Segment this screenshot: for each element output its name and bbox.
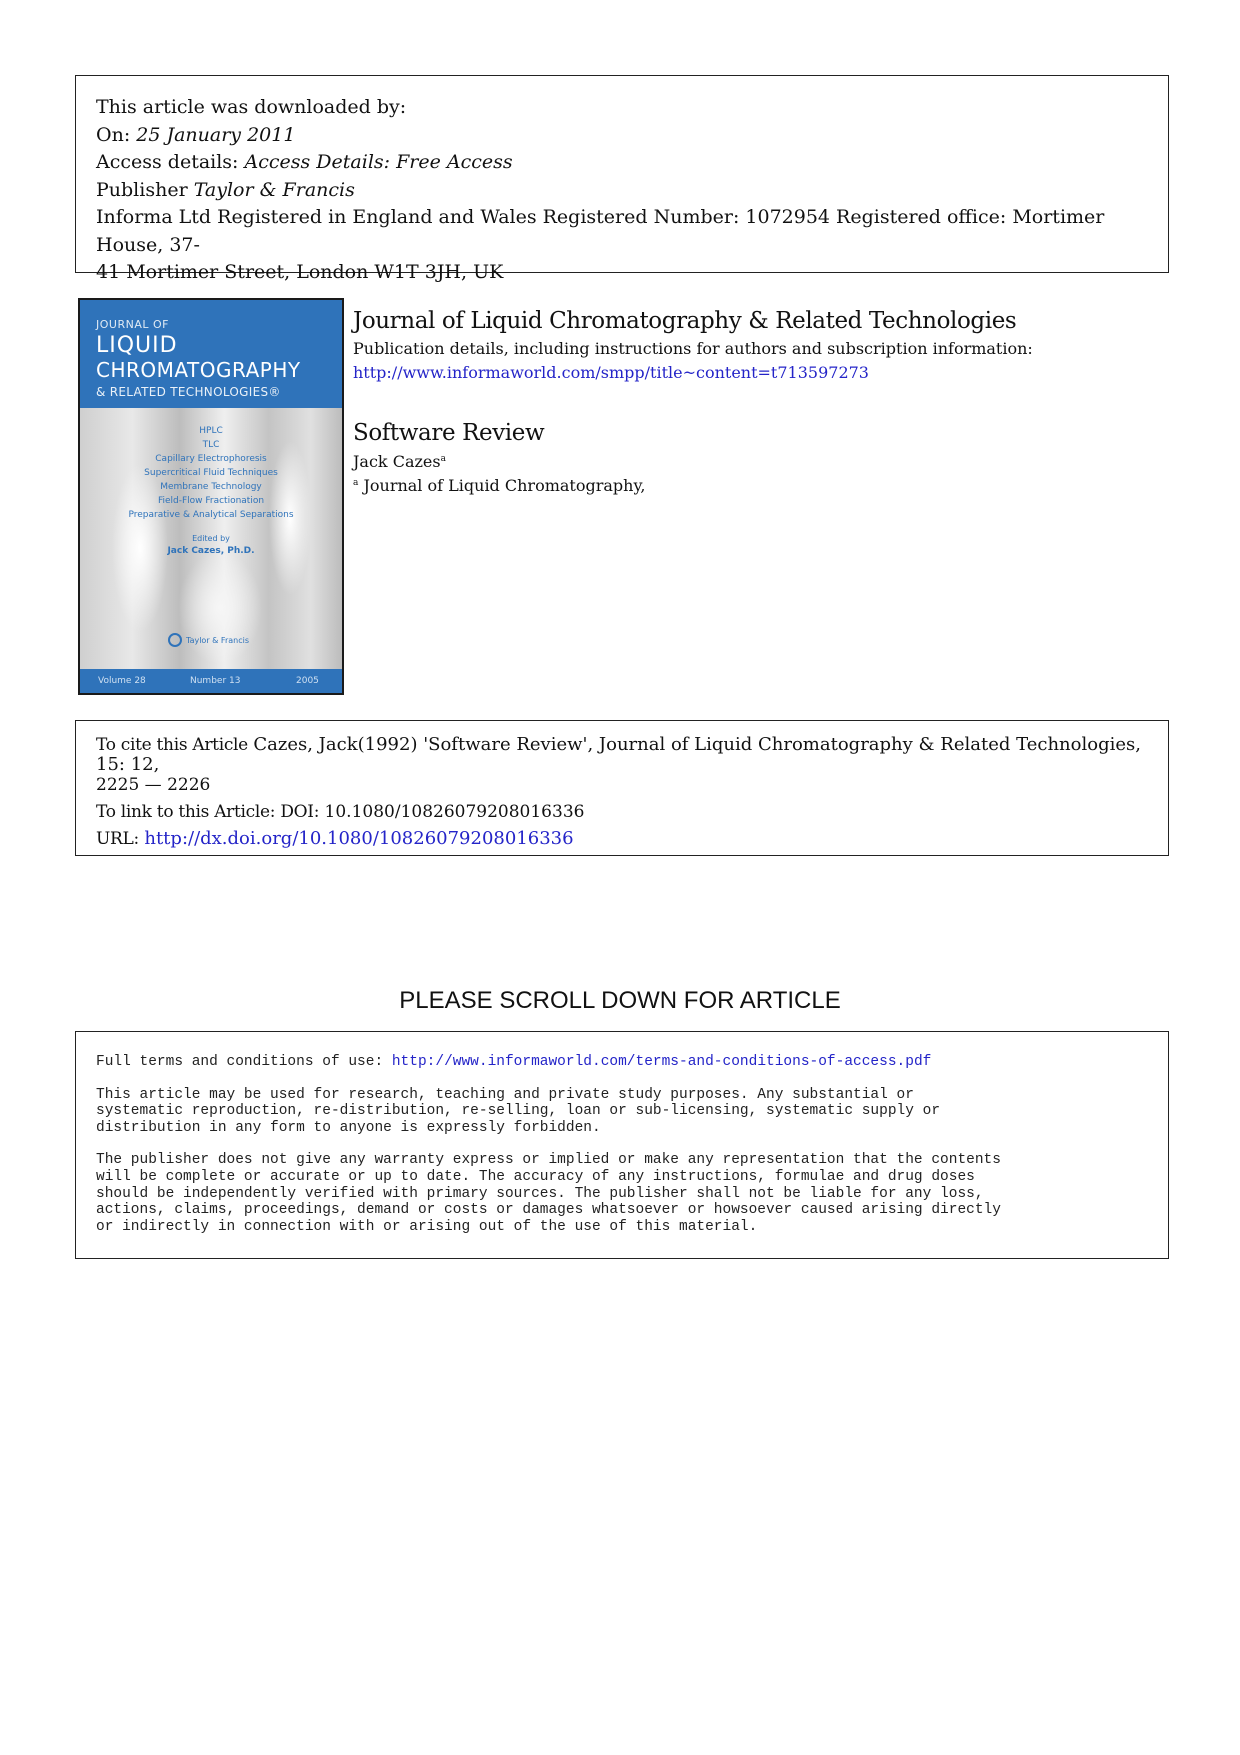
on-label: On: <box>96 123 131 146</box>
cover-topic: Field-Flow Fractionation <box>157 496 265 506</box>
doi-value: 10.1080/10826079208016336 <box>324 802 585 822</box>
disclaimer-line: will be complete or accurate or up to date. The accuracy of any instructions, formulae and drug doses <box>96 1168 975 1185</box>
cite-row <box>96 735 1148 795</box>
logo-text: Taylor & Francis <box>186 635 249 645</box>
cover-topic: Preparative & Analytical Separations <box>128 510 294 520</box>
author-line <box>353 452 446 471</box>
affiliation-line <box>353 476 645 495</box>
cite-text: Cazes, Jack(1992) 'Software Review', Journal of Liquid Chromatography & Related Technologies, 15: 12, <box>96 734 1141 775</box>
access-label: Access details: <box>96 151 239 173</box>
author-superscript: a <box>440 454 446 464</box>
disclaimer-line: actions, claims, proceedings, demand or costs or damages whatsoever or howsoever caused arising directly <box>96 1202 1001 1219</box>
download-date-line <box>96 122 1148 150</box>
cover-year: 2005 <box>296 676 319 686</box>
cover-number: Number 13 <box>190 676 241 686</box>
cover-editor: Jack Cazes, Ph.D. <box>167 546 255 556</box>
cover-artwork <box>80 408 342 673</box>
affiliation-superscript: a <box>353 478 359 488</box>
logo-circle-icon <box>168 633 182 647</box>
cite-label: To cite this Article <box>96 735 248 755</box>
cover-edited-by: Edited by <box>192 534 230 543</box>
url-row <box>96 829 1148 849</box>
scroll-down-notice: PLEASE SCROLL DOWN FOR ARTICLE <box>399 987 841 1014</box>
cover-chromatography: CHROMATOGRAPHY <box>96 358 301 382</box>
article-title: Software Review <box>353 420 545 446</box>
journal-url-link[interactable]: http://www.informaworld.com/smpp/title~content=t713597273 <box>353 363 869 382</box>
full-terms-label: Full terms and conditions of use: <box>96 1054 384 1070</box>
access-value: Access Details: Free Access <box>244 151 513 173</box>
downloaded-by-line: This article was downloaded by: <box>96 96 407 118</box>
author-name: Jack Cazes <box>353 452 441 471</box>
usage-paragraph <box>96 1087 1148 1137</box>
disclaimer-line: or indirectly in connection with or arising out of the use of this material. <box>96 1218 758 1235</box>
citation-box <box>75 720 1169 856</box>
registered-office-line-2: 41 Mortimer Street, London W1T 3JH, UK <box>96 261 504 283</box>
cover-topic: Supercritical Fluid Techniques <box>144 468 278 478</box>
publisher-value: Taylor & Francis <box>193 178 355 201</box>
terms-url-link[interactable]: http://www.informaworld.com/terms-and-conditions-of-access.pdf <box>391 1054 932 1070</box>
doi-row <box>96 802 1148 822</box>
disclaimer-line: should be independently verified with primary sources. The publisher shall not be liable for any loss, <box>96 1185 984 1202</box>
publisher-label: Publisher <box>96 178 188 201</box>
download-info-box <box>75 75 1169 283</box>
cover-topic: Capillary Electrophoresis <box>155 454 267 464</box>
journal-cover-image <box>78 298 344 695</box>
usage-line: This article may be used for research, teaching and private study purposes. Any substantial or <box>96 1086 914 1103</box>
download-date: 25 January 2011 <box>136 123 296 146</box>
cover-header <box>80 300 342 408</box>
cover-topic: HPLC <box>199 426 223 436</box>
cover-topics <box>80 424 342 522</box>
cover-footer <box>80 669 342 693</box>
publication-details: Publication details, including instructions for authors and subscription information: <box>353 339 1033 358</box>
access-details-line <box>96 149 1148 177</box>
url-label: URL: <box>96 829 139 849</box>
doi-url-link[interactable]: http://dx.doi.org/10.1080/10826079208016336 <box>144 828 574 849</box>
publisher-line <box>96 177 1148 205</box>
cover-journal-of: JOURNAL OF <box>96 318 169 331</box>
taylor-francis-logo <box>168 633 249 647</box>
cover-topic: TLC <box>202 440 220 450</box>
journal-title: Journal of Liquid Chromatography & Related Technologies <box>353 308 1017 334</box>
usage-line: systematic reproduction, re-distribution, re-selling, loan or sub-licensing, systematic supply or <box>96 1103 941 1120</box>
disclaimer-paragraph <box>96 1152 1148 1235</box>
affiliation-text: Journal of Liquid Chromatography, <box>358 476 646 495</box>
cover-related: & RELATED TECHNOLOGIES® <box>96 385 281 399</box>
link-label: To link to this Article: DOI: <box>96 802 320 822</box>
cover-volume: Volume 28 <box>98 676 146 686</box>
cover-topic: Membrane Technology <box>160 482 262 492</box>
usage-line: distribution in any form to anyone is expressly forbidden. <box>96 1119 601 1136</box>
disclaimer-line: The publisher does not give any warranty express or implied or make any representation that the contents <box>96 1152 1001 1169</box>
cite-pages: 2225 — 2226 <box>96 775 211 795</box>
terms-box <box>75 1031 1169 1259</box>
full-terms-line <box>96 1054 1148 1071</box>
registered-office-line-1: Informa Ltd Registered in England and Wales Registered Number: 1072954 Registered office: Mortimer House, 37- <box>96 206 1105 256</box>
cover-liquid: LIQUID <box>96 333 178 358</box>
